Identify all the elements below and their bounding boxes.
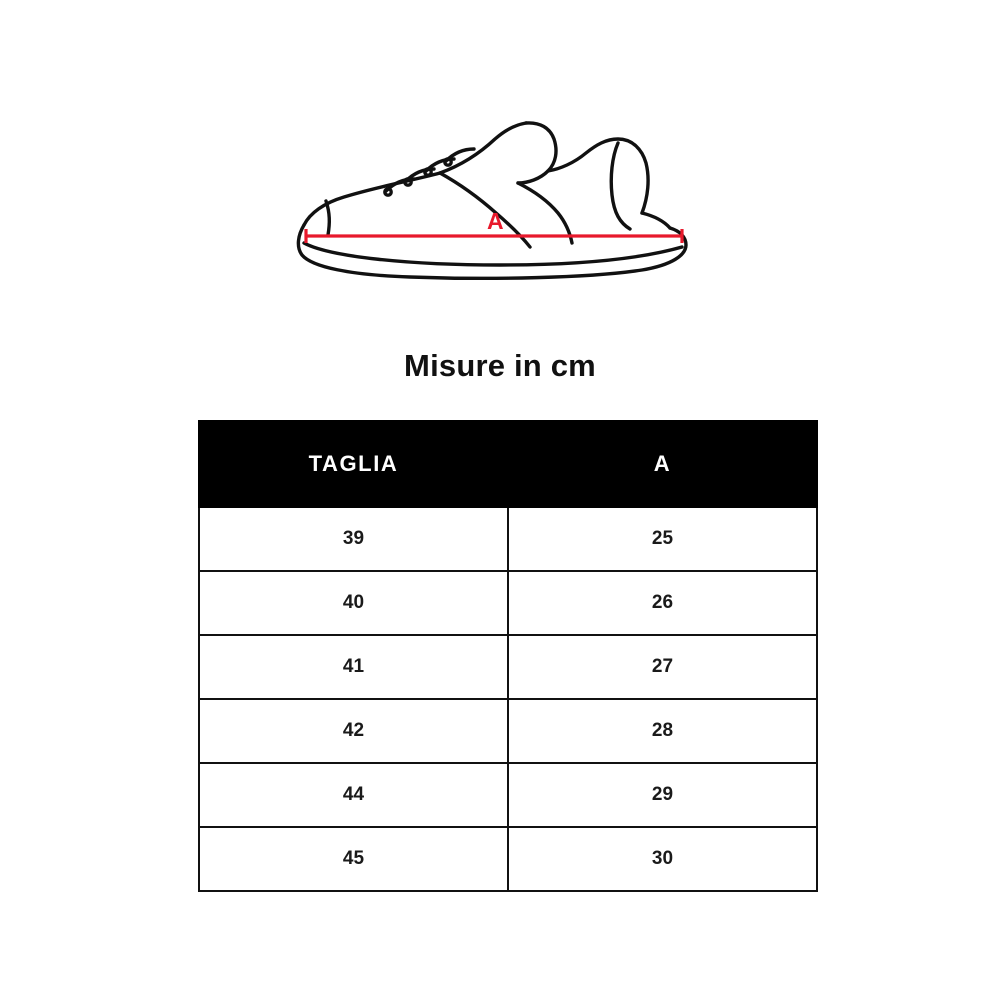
cell-a: 27	[508, 635, 817, 699]
table-row	[199, 699, 817, 763]
cell-taglia: 42	[199, 699, 508, 763]
cell-taglia: 45	[199, 827, 508, 891]
shoe-diagram	[0, 80, 1000, 310]
table-row	[199, 507, 817, 571]
cell-taglia: 40	[199, 571, 508, 635]
cell-a: 25	[508, 507, 817, 571]
table-row	[199, 635, 817, 699]
cell-a: 28	[508, 699, 817, 763]
measure-label-a: A	[487, 208, 505, 234]
size-table-wrapper	[198, 420, 818, 892]
size-table	[198, 420, 818, 892]
page-title: Misure in cm	[404, 348, 596, 383]
cell-a: 29	[508, 763, 817, 827]
table-header-row	[199, 421, 817, 507]
table-row	[199, 827, 817, 891]
column-header-taglia: TAGLIA	[199, 421, 508, 507]
sneaker-side-view-icon	[290, 95, 710, 295]
cell-taglia: 44	[199, 763, 508, 827]
table-row	[199, 571, 817, 635]
table-row	[199, 763, 817, 827]
cell-a: 26	[508, 571, 817, 635]
column-header-a: A	[508, 421, 817, 507]
cell-taglia: 41	[199, 635, 508, 699]
cell-a: 30	[508, 827, 817, 891]
cell-taglia: 39	[199, 507, 508, 571]
